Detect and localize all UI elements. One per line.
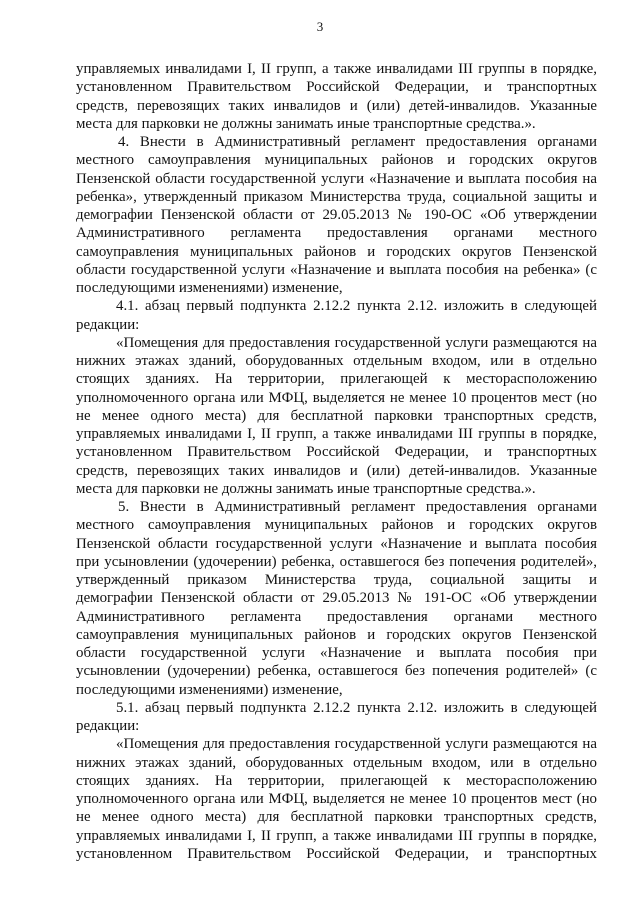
text-line: средств, перевозящих таких инвалидов и (или) детей-инвалидов. Указанные [76,97,597,114]
text-line: 5. Внести в Административный регламент предоставления органами [118,499,597,515]
text-line: усыновлении (удочерении) ребенка, оставшегося без попечения родителей» (с [76,663,597,680]
text-line: не менее одного места) для бесплатной парковки транспортных средств, [76,407,597,424]
text-line: управляемых инвалидами I, II групп, а также инвалидами III группы в порядке, [76,426,597,442]
text-line: демографии Пензенской области от 29.05.2013 № 191-ОС «Об утверждении [76,590,597,607]
text-line: стоящих зданиях. На территории, прилегающей к месторасположению [76,772,597,789]
page-number: 3 [316,19,324,34]
text-line: при усыновлении (удочерении) ребенка, оставшегося без попечения родителей», [76,553,597,570]
text-line: самоуправления муниципальных районов и городских округов Пензенской [76,626,597,643]
text-line: области государственной услуги «Назначение и выплата пособия на ребенка» (с [76,261,597,278]
text-line: уполномоченного органа или МФЦ, выделяется не менее 10 процентов мест (но [76,389,597,406]
text-line: управляемых инвалидами I, II групп, а также инвалидами III группы в порядке, [76,61,597,77]
text-line: уполномоченного органа или МФЦ, выделяется не менее 10 процентов мест (но [76,791,597,807]
text-line: 4. Внести в Административный регламент предоставления органами [118,134,597,150]
text-line: Административного регламента предоставления органами местного [76,608,597,625]
text-line: области государственной услуги «Назначение и выплата пособия при [76,645,597,661]
text-line: стоящих зданиях. На территории, прилегающей к месторасположению [76,371,597,388]
text-line: редакции: [76,718,140,734]
text-line: местного самоуправления муниципальных районов и городских округов [76,152,597,169]
text-line: средств, перевозящих таких инвалидов и (или) детей-инвалидов. Указанные [76,462,597,479]
text-line: Пензенской области государственной услуги «Назначение и выплата пособия на [76,170,597,187]
text-line: места для парковки не должны занимать иные транспортные средства.». [76,480,536,497]
text-line: последующими изменениями) изменение, [76,280,343,296]
text-line: установленном Правительством Российской Федерации, и транспортных [76,79,597,96]
document-body [76,60,597,863]
text-line: «Помещения для предоставления государственной услуги размещаются на [116,736,597,753]
text-line: демографии Пензенской области от 29.05.2013 № 190-ОС «Об утверждении [76,207,597,223]
text-line: самоуправления муниципальных районов и городских округов Пензенской [76,243,597,260]
text-line: места для парковки не должны занимать иные транспортные средства.». [76,115,536,132]
text-line: управляемых инвалидами I, II групп, а также инвалидами III группы в порядке, [76,827,597,844]
text-line: утвержденный приказом Министерства труда, социальной защиты и [76,572,597,588]
text-line: Пензенской области государственной услуги «Назначение и выплата пособия [76,535,597,552]
text-line: установленном Правительством Российской Федерации, и транспортных [76,845,597,862]
text-line: 5.1. абзац первый подпункта 2.12.2 пункта 2.12. изложить в следующей [116,699,597,716]
text-line: ребенка», утвержденный приказом Министерства труда, социальной защиты и [76,188,597,205]
text-line: последующими изменениями) изменение, [76,681,343,698]
text-line: 4.1. абзац первый подпункта 2.12.2 пункта 2.12. изложить в следующей [116,298,597,315]
text-line: «Помещения для предоставления государственной услуги размещаются на [116,334,597,351]
text-line: не менее одного места) для бесплатной парковки транспортных средств, [76,809,597,826]
text-line: нижних этажах зданий, оборудованных отдельным входом, или в отдельно [76,754,597,771]
text-line: нижних этажах зданий, оборудованных отдельным входом, или в отдельно [76,353,597,369]
text-line: местного самоуправления муниципальных районов и городских округов [76,517,597,534]
text-line: Административного регламента предоставления органами местного [76,225,597,242]
text-line: установленном Правительством Российской Федерации, и транспортных [76,444,597,461]
text-line: редакции: [76,316,140,333]
